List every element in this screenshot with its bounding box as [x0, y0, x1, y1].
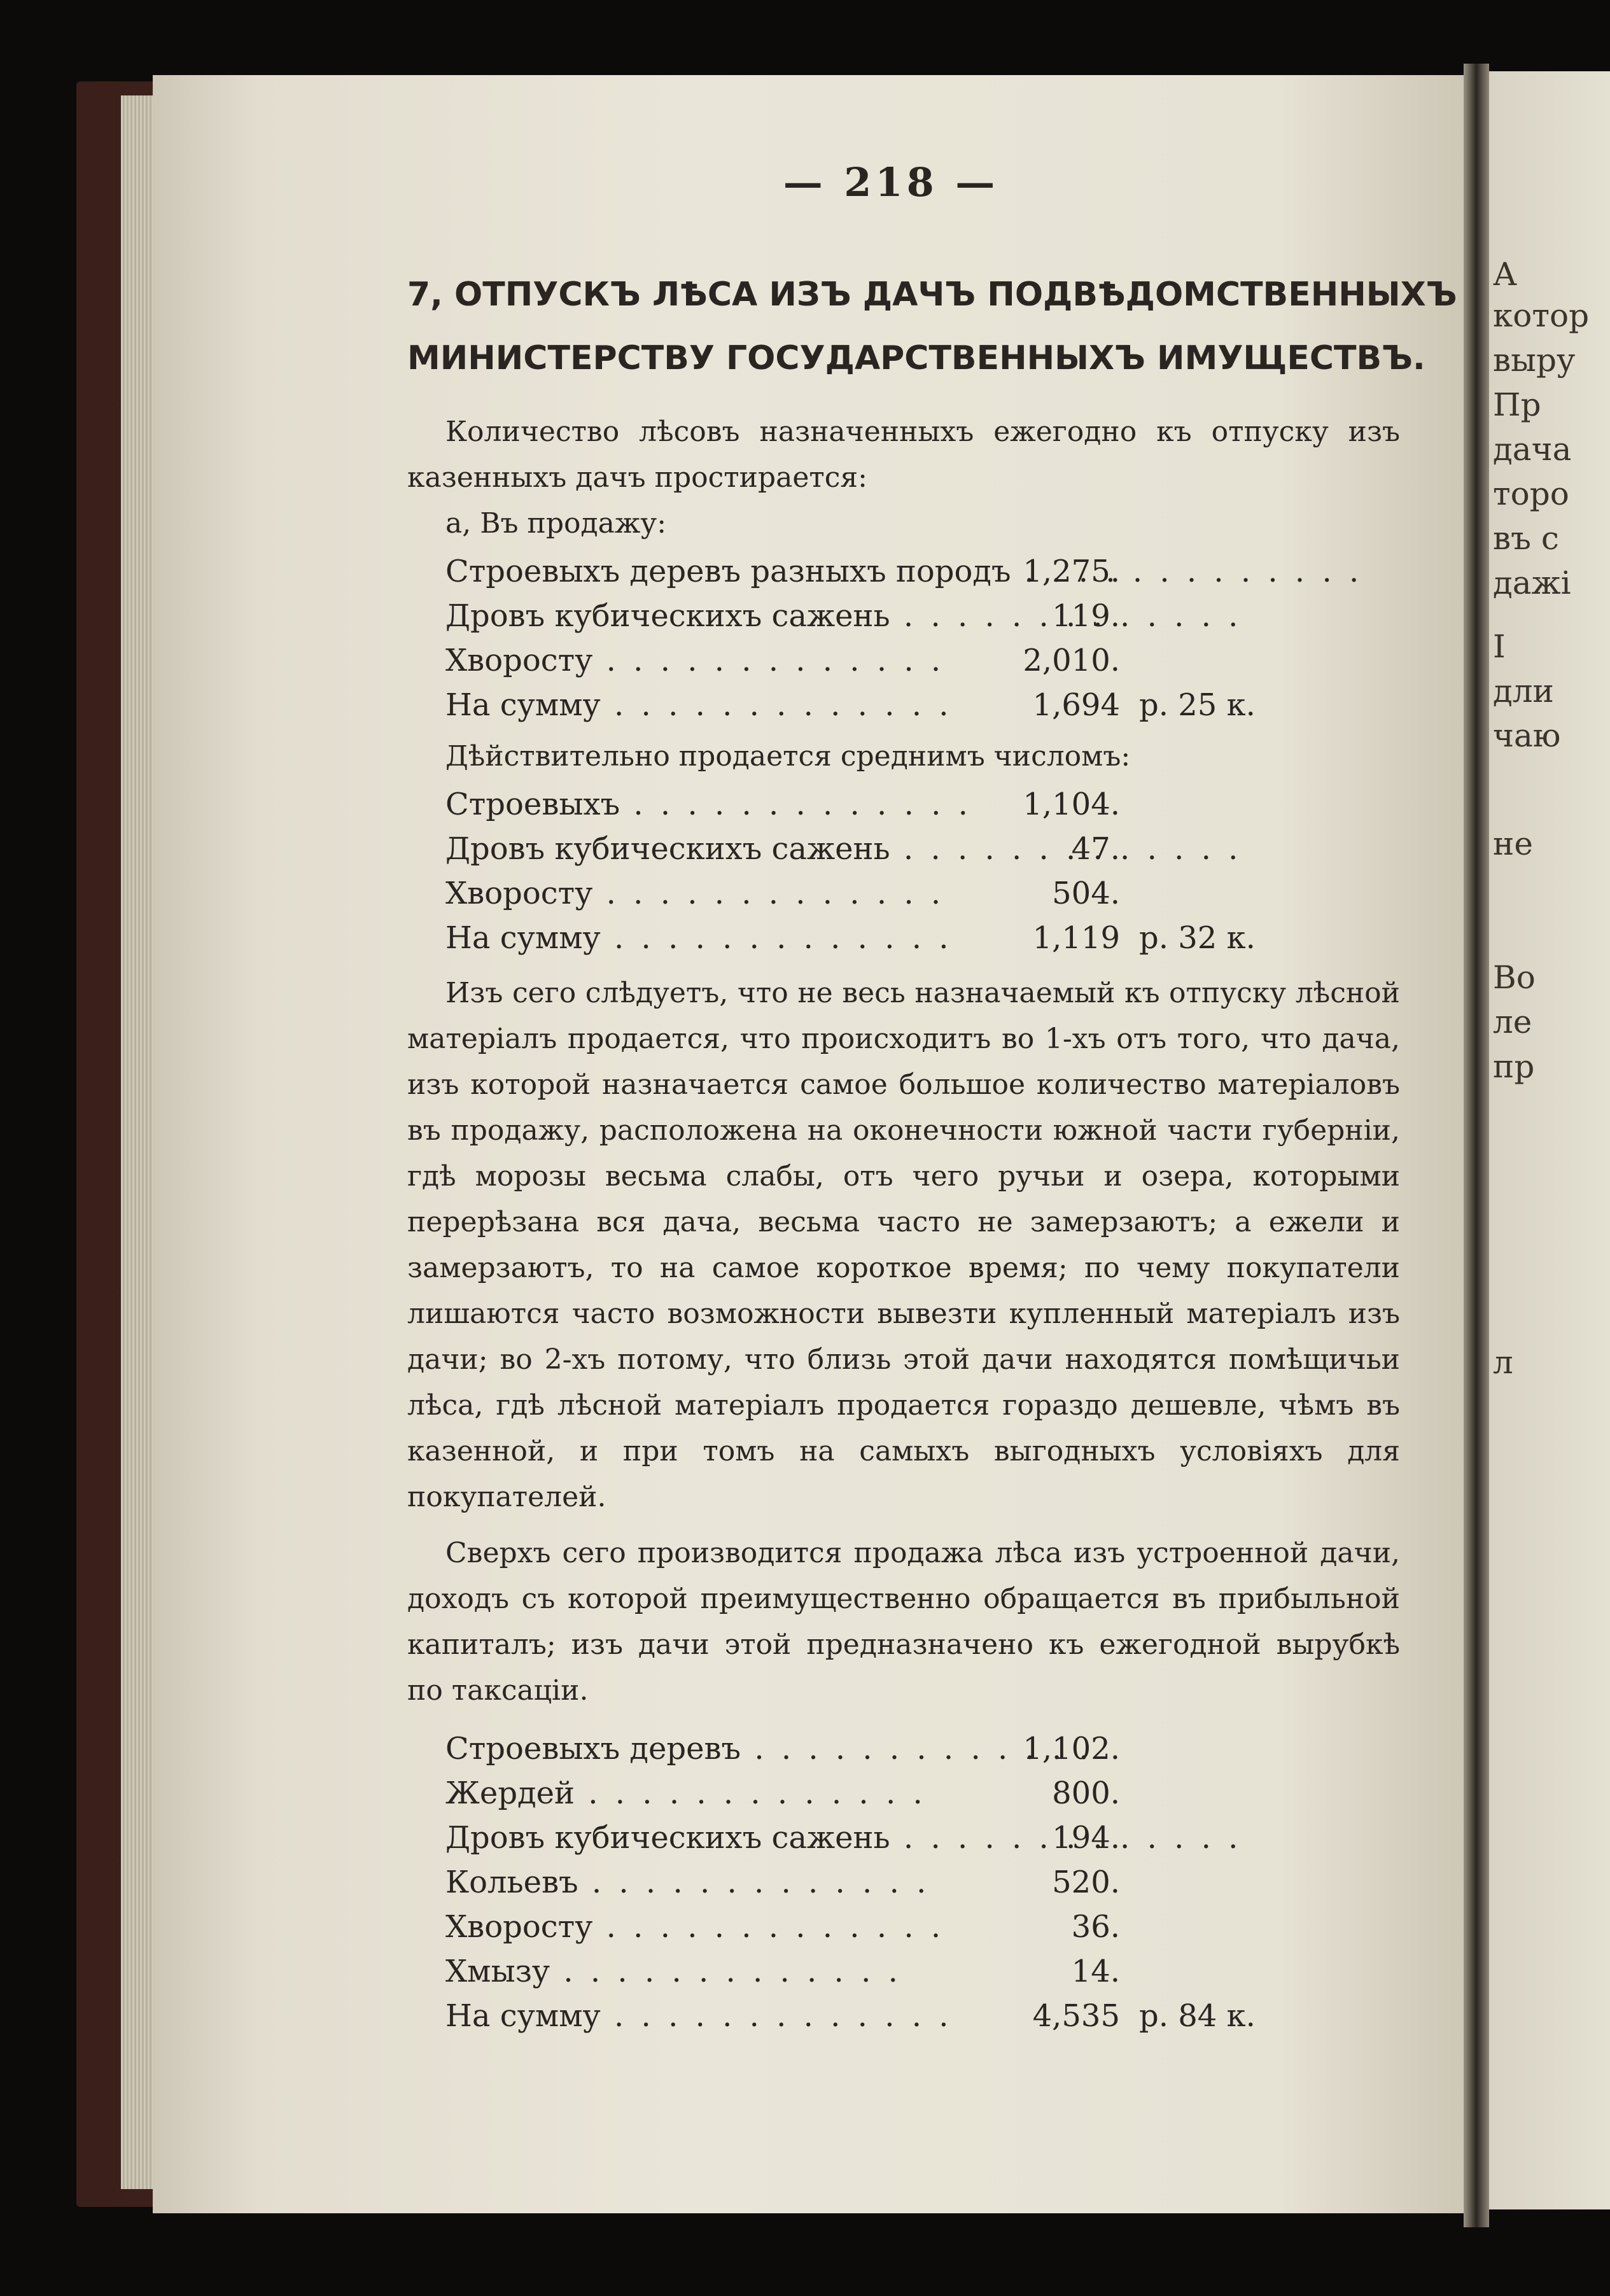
next-page-text: Во — [1493, 959, 1536, 996]
section-heading-line: МИНИСТЕРСТВУ ГОСУДАРСТВЕННЫХЪ ИМУЩЕСТВЪ. — [407, 339, 1425, 377]
next-page-text: пр — [1493, 1048, 1535, 1085]
section-heading — [407, 263, 1457, 390]
row-value: 1,275. — [1023, 554, 1120, 589]
row-name: На сумму . . — [445, 916, 942, 960]
table-row — [445, 1726, 1375, 1771]
row-unit — [1126, 782, 1292, 827]
table-row — [445, 871, 1375, 916]
table-row — [445, 1771, 1375, 1816]
row-value: 14. — [1071, 1954, 1120, 1989]
next-page-text: дача — [1493, 431, 1572, 468]
row-unit: р. 32 к. — [1139, 920, 1256, 956]
row-unit: р. 84 к. — [1139, 1998, 1256, 2034]
page-content — [407, 159, 1457, 2045]
row-unit — [1126, 1860, 1292, 1905]
assigned-table — [407, 549, 1400, 727]
table-row — [445, 782, 1375, 827]
row-value: 4,535 — [1032, 1998, 1120, 2034]
page-number: — 218 — — [783, 159, 999, 206]
intro-paragraph: Количество лѣсовъ назначенныхъ ежегодно къ отпуску изъ казенныхъ дачъ простирается: — [407, 416, 1400, 494]
table-row — [445, 1994, 1375, 2038]
next-page-text: выру — [1493, 342, 1576, 379]
row-unit — [1126, 594, 1292, 638]
table-row — [445, 549, 1375, 594]
table-row — [445, 1905, 1375, 1949]
next-page-text: въ с — [1493, 520, 1559, 557]
row-unit — [1126, 638, 1292, 683]
row-value: 2,010. — [1023, 643, 1120, 678]
table-row — [445, 1949, 1375, 1994]
next-page-text: торо — [1493, 475, 1569, 512]
row-unit: р. 25 к. — [1139, 687, 1256, 723]
table-row — [445, 638, 1375, 683]
row-name: Хворосту . . — [445, 1905, 942, 1949]
row-unit — [1126, 827, 1292, 871]
table-row — [445, 916, 1375, 960]
row-unit — [1126, 1949, 1292, 1994]
row-name: Хворосту . . — [445, 871, 942, 916]
row-name: Хмызу . . — [445, 1949, 942, 1994]
next-page-text: дажі — [1493, 564, 1571, 601]
row-value: 1,694 — [1032, 687, 1120, 723]
row-name: Строевыхъ деревъ . . — [445, 1726, 942, 1771]
next-page-text: Пр — [1493, 386, 1541, 423]
row-unit — [1126, 549, 1292, 594]
row-name: Жердей . . — [445, 1771, 942, 1816]
book-gutter — [1464, 64, 1489, 2227]
row-value: 1,104. — [1023, 787, 1120, 822]
row-unit — [1126, 871, 1292, 916]
next-page-text: л — [1493, 1344, 1513, 1381]
row-name: Строевыхъ деревъ разныхъ породъ . . — [445, 549, 942, 594]
next-page-fragment — [1489, 71, 1610, 2209]
row-value: 1,102. — [1023, 1731, 1120, 1767]
next-page-text: дли — [1493, 673, 1554, 710]
row-name: На сумму . . — [445, 683, 942, 727]
table-row — [445, 827, 1375, 871]
row-value: 1,119 — [1032, 920, 1120, 956]
row-name: Дровъ кубическихъ сажень . . — [445, 594, 942, 638]
table-row — [445, 594, 1375, 638]
row-name: Строевыхъ . . — [445, 782, 942, 827]
table-row — [445, 1816, 1375, 1860]
next-page-text: А — [1493, 256, 1517, 293]
row-name: На сумму . . — [445, 1994, 942, 2038]
actual-label: Дѣйствительно продается среднимъ числомъ: — [445, 740, 1131, 773]
next-page-text: чаю — [1493, 717, 1561, 754]
row-name: Дровъ кубическихъ сажень . . — [445, 827, 942, 871]
row-value: 520. — [1052, 1865, 1120, 1900]
next-page-text: не — [1493, 825, 1533, 862]
sale-label: а, Въ продажу: — [445, 507, 667, 540]
row-unit — [1126, 1771, 1292, 1816]
row-value: 504. — [1052, 876, 1120, 911]
row-unit — [1126, 1726, 1292, 1771]
table-row — [445, 683, 1375, 727]
body-paragraph: Изъ сего слѣдуетъ, что не весь назначаемый къ отпуску лѣсной матеріалъ продается, что происходитъ во 1-хъ отъ того, что дача, изъ которой назначается самое большое количество матеріаловъ въ продажу, расположена на оконечности южной части губерніи, гдѣ морозы весьма слабы, отъ чего ручьи и озера, которыми перерѣзана вся дача, весьма часто не замерзаютъ; а ежели и замерзаютъ, то на самое короткое время; по чему покупатели лишаются часто возможности вывезти купленный матеріалъ изъ дачи; во 2-хъ потому, что близь этой дачи находятся помѣщичьи лѣса, гдѣ лѣсной матеріалъ продается гораздо дешевле, чѣмъ въ казенной, и при томъ на самыхъ выгодныхъ условіяхъ для покупателей. — [407, 977, 1400, 1513]
row-name: Хворосту . . — [445, 638, 942, 683]
row-value: 36. — [1071, 1909, 1120, 1945]
row-unit — [1126, 1905, 1292, 1949]
actual-table — [407, 782, 1400, 960]
row-name: Дровъ кубическихъ сажень . . — [445, 1816, 942, 1860]
cutting-table — [407, 1726, 1400, 2038]
row-value: 194. — [1052, 1820, 1120, 1856]
table-row — [445, 1860, 1375, 1905]
row-name: Кольевъ . . — [445, 1860, 942, 1905]
next-page-text: І — [1493, 628, 1506, 665]
next-page-text: ле — [1493, 1004, 1532, 1040]
row-unit — [1126, 1816, 1292, 1860]
body-paragraph: Сверхъ сего производится продажа лѣса изъ устроенной дачи, доходъ съ которой преимущественно обращается въ прибыльной капиталъ; изъ дачи этой предназначено къ ежегодной вырубкѣ по таксаціи. — [407, 1537, 1400, 1707]
row-value: 47. — [1071, 831, 1120, 867]
row-value: 119. — [1052, 598, 1120, 634]
section-heading-line: 7, ОТПУСКЪ ЛѢСА ИЗЪ ДАЧЪ ПОДВѢДОМСТВЕННЫХЪ — [407, 276, 1457, 314]
row-value: 800. — [1052, 1775, 1120, 1811]
next-page-text: котор — [1493, 297, 1590, 334]
